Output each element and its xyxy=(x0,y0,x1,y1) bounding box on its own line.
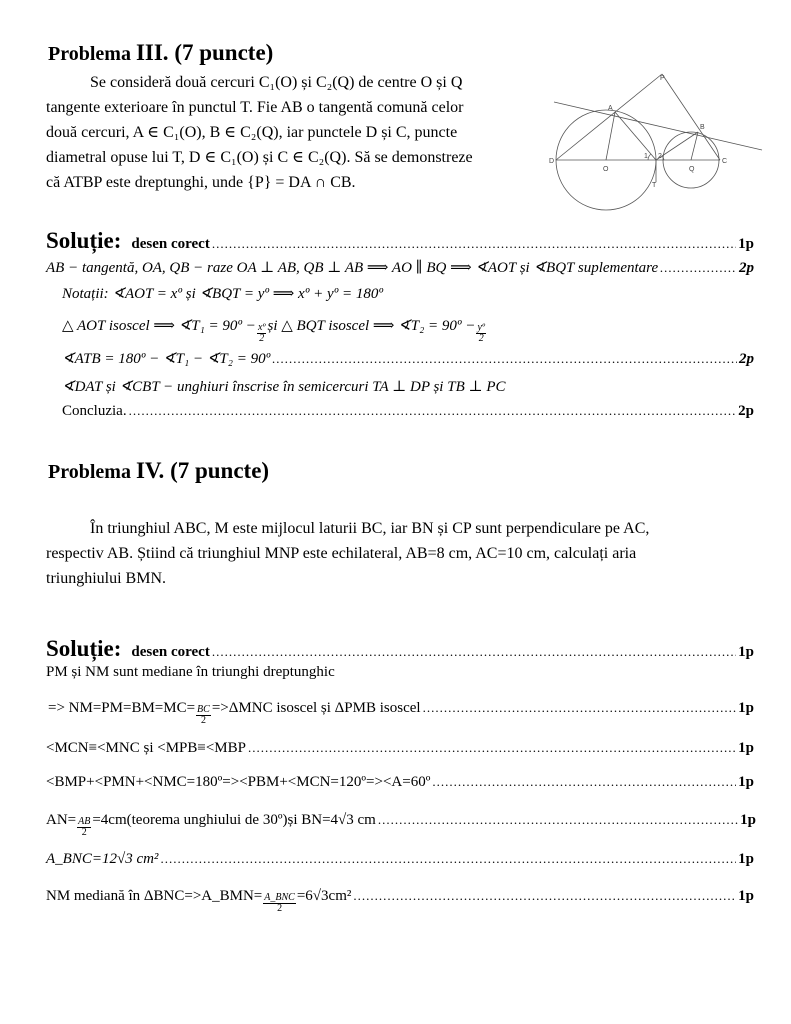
fraction-numerator: A_BNC xyxy=(264,892,295,903)
label-d: D xyxy=(549,158,555,165)
p4-line-4-text: <BMP+<PMN+<NMC=180º=><PBM+<MCN=120º=><A=60º xyxy=(46,774,431,790)
dotted-leader xyxy=(432,774,736,790)
p4-line-1 xyxy=(46,664,335,681)
p4-statement-line: În triunghiul ABC, M este mijlocul laturii BC, iar BN și CP sunt perpendiculare pe AC, xyxy=(90,520,650,537)
p4-solution-header xyxy=(46,636,754,662)
fraction-denominator: 2 xyxy=(259,333,265,344)
fraction xyxy=(196,705,211,726)
label-a: A xyxy=(608,105,613,112)
fraction-denominator: 2 xyxy=(200,715,206,726)
p4-line-4 xyxy=(46,774,754,791)
p3-line-4-text: ∢ATB = 180º − ∢T₁ − ∢T₂ = 90º xyxy=(62,351,271,367)
p3-solution-title: Soluție: xyxy=(46,228,122,253)
p4-title-number: IV. xyxy=(135,458,165,483)
p3-desen-label: desen corect xyxy=(131,236,210,252)
p4-line-7-points: 1p xyxy=(738,888,754,904)
dotted-leader xyxy=(160,851,736,867)
p3-title-points: (7 puncte) xyxy=(168,40,274,65)
fraction-denominator: 2 xyxy=(277,903,283,914)
line-pc xyxy=(662,74,720,160)
label-c: C xyxy=(722,158,728,165)
dotted-leader xyxy=(129,403,737,419)
p4-line-5-text-b: =4cm(teorema unghiului de 30º)și BN=4√3 cm xyxy=(92,812,376,828)
p3-line-5 xyxy=(62,377,506,396)
p4-line-7-text-a: NM mediană în ΔBNC=>A_BMN= xyxy=(46,888,263,904)
fraction xyxy=(476,323,486,344)
p3-title-prefix: Problema xyxy=(48,43,136,65)
p3-statement-line: Se consideră două cercuri C₁(O) și C₂(Q) de centre O și Q xyxy=(90,74,463,91)
p3-line-6 xyxy=(62,403,754,420)
p3-line-4 xyxy=(62,349,754,368)
dotted-leader xyxy=(212,644,736,660)
fraction-numerator: AB xyxy=(78,816,91,827)
tangent-line-ab xyxy=(554,102,762,150)
p3-line-3-text-a: △ AOT isoscel ⟹ ∢T₁ = 90º − xyxy=(62,318,256,334)
p4-line-1-text: PM și NM sunt mediane în triunghi dreptunghic xyxy=(46,664,335,680)
label-q: Q xyxy=(689,166,695,173)
dotted-leader xyxy=(660,260,737,276)
p4-line-2-text-a: => NM=PM=BM=MC= xyxy=(48,700,196,716)
p3-line-2-text: Notații: ∢AOT = xº și ∢BQT = yº ⟹ xº + yº = 180º xyxy=(62,286,384,302)
p4-line-2-text-b: =>ΔMNC isoscel și ΔPMB isoscel xyxy=(211,700,421,716)
p4-line-7 xyxy=(46,888,754,914)
p3-statement-line: două cercuri, A ∈ C₁(O), B ∈ C₂(Q), iar punctele D și C, puncte xyxy=(46,124,458,141)
p3-line-4-points: 2p xyxy=(739,351,754,367)
dotted-leader xyxy=(353,888,736,904)
angle-mark-1 xyxy=(648,154,651,160)
p3-line-6-points: 2p xyxy=(738,403,754,419)
p3-statement xyxy=(46,70,536,195)
p3-line-2 xyxy=(62,284,383,303)
p4-solution-title: Soluție: xyxy=(46,636,122,661)
fraction-denominator: 2 xyxy=(478,333,484,344)
p3-statement-line: tangente exterioare în punctul T. Fie AB o tangentă comună celor xyxy=(46,99,464,116)
p3-desen-points: 1p xyxy=(738,236,754,252)
p3-line-6-text: Concluzia. xyxy=(62,403,127,419)
fraction xyxy=(263,893,296,914)
label-angle-1: 1 xyxy=(644,153,648,160)
p4-line-6 xyxy=(46,851,754,868)
p3-line-3-text-b: și △ BQT isoscel ⟹ ∢T₂ = 90º − xyxy=(267,318,476,334)
label-o: O xyxy=(603,166,609,173)
fraction-denominator: 2 xyxy=(81,827,87,838)
p3-figure xyxy=(548,72,768,214)
p4-line-2 xyxy=(48,700,754,726)
p3-statement-line: că ATBP este dreptunghi, unde {P} = DA ∩ CB. xyxy=(46,174,356,191)
p4-line-2-points: 1p xyxy=(738,700,754,716)
label-t: T xyxy=(652,182,657,189)
p4-title xyxy=(48,458,269,484)
p4-line-3-points: 1p xyxy=(738,740,754,756)
dotted-leader xyxy=(212,236,736,252)
p3-statement-line: diametral opuse lui T, D ∈ C₁(O) și C ∈ C₂(Q). Să se demonstreze xyxy=(46,149,473,166)
p4-statement-line: respectiv AB. Știind că triunghiul MNP este echilateral, AB=8 cm, AC=10 cm, calculați aria xyxy=(46,545,637,562)
p3-line-1 xyxy=(46,258,754,277)
radius-oa xyxy=(606,112,615,160)
fraction xyxy=(77,817,91,838)
dotted-leader xyxy=(248,740,736,756)
p4-desen-points: 1p xyxy=(738,644,754,660)
p4-title-points: (7 puncte) xyxy=(164,458,270,483)
p4-line-5-text-a: AN= xyxy=(46,812,77,828)
p3-solution-header xyxy=(46,228,754,254)
p3-line-3 xyxy=(62,316,487,344)
p4-line-7-text-b: =6√3cm² xyxy=(296,888,352,904)
fraction-numerator: BC xyxy=(197,704,210,715)
p4-line-5 xyxy=(46,812,756,838)
p4-line-6-points: 1p xyxy=(738,851,754,867)
p4-line-4-points: 1p xyxy=(738,774,754,790)
p4-line-3 xyxy=(46,740,754,757)
p3-line-5-text: ∢DAT și ∢CBT − unghiuri înscrise în semicercuri TA ⊥ DP și TB ⊥ PC xyxy=(62,379,506,395)
p4-line-6-text: A_BNC=12√3 cm² xyxy=(46,851,159,867)
label-b: B xyxy=(700,124,705,131)
dotted-leader xyxy=(272,351,737,367)
p4-line-5-points: 1p xyxy=(740,812,756,828)
fraction-numerator: xº xyxy=(257,322,266,333)
p4-statement-line: triunghiului BMN. xyxy=(46,570,167,587)
p4-line-3-text: <MCN≡<MNC și <MPB≡<MBP xyxy=(46,740,246,756)
p3-title xyxy=(48,40,273,66)
p3-title-number: III. xyxy=(135,40,169,65)
p4-title-prefix: Problema xyxy=(48,461,136,483)
fraction xyxy=(257,323,267,344)
line-dp xyxy=(556,74,662,160)
dotted-leader xyxy=(378,812,738,828)
label-angle-2: 2 xyxy=(658,153,662,160)
label-p: P xyxy=(660,75,665,82)
fraction-numerator: yº xyxy=(477,322,485,333)
dotted-leader xyxy=(423,700,737,716)
p4-desen-label: desen corect xyxy=(131,644,210,660)
p4-statement xyxy=(46,516,766,591)
p3-line-1-text: AB − tangentă, OA, QB − raze OA ⊥ AB, QB ⊥ AB ⟹ AO ∥ BQ ⟹ ∢AOT și ∢BQT suplementare xyxy=(46,260,659,276)
p3-line-1-points: 2p xyxy=(739,260,754,276)
